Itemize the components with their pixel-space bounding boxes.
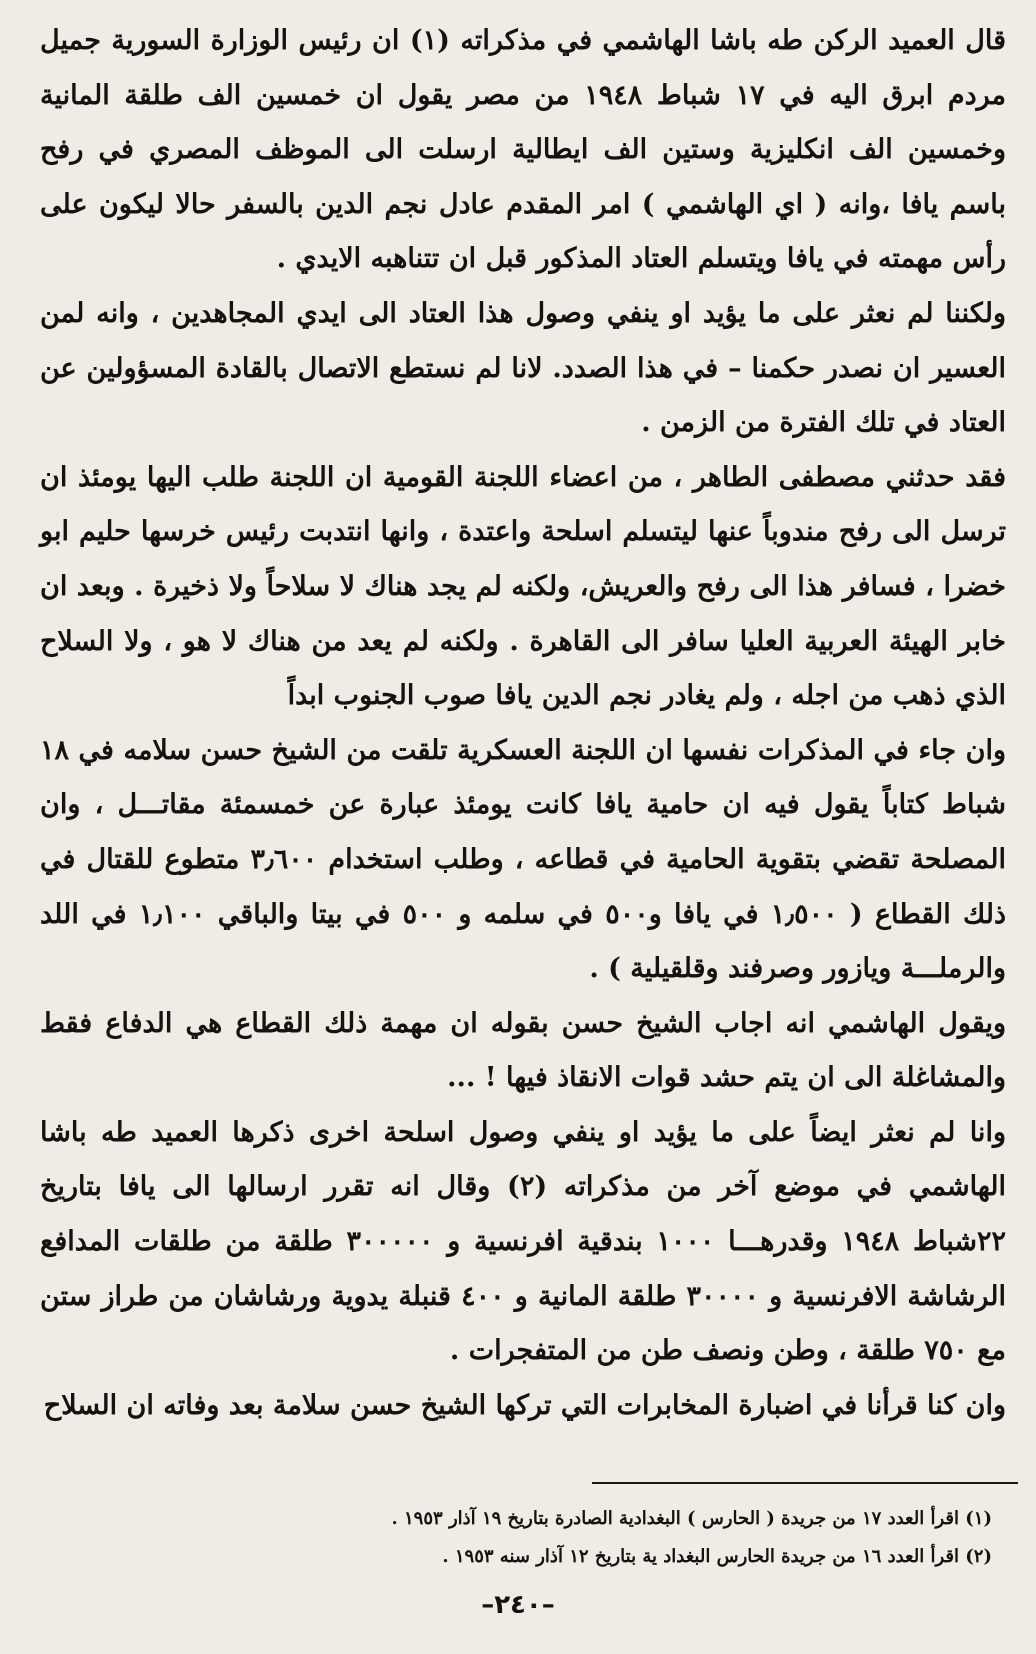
paragraph: فقد حدثني مصطفى الطاهر ، من اعضاء اللجنة القومية ان اللجنة طلب اليها يومئذ ان ترسل الى رفح مندوباً عنها ليتسلم اسلحة واعتدة ، وانها انتدبت رئيس خرسها حليم ابو خضرا ، فسافر هذا الى رفح والعريش، ولكنه لم يجد هناك لا سلاحاً ولا ذخيرة . وبعد ان خابر الهيئة العربية العليا سافر الى القاهرة . ولكنه لم يعد من هناك لا هو ، ولا السلاح الذي ذهب من اجله ، ولم يغادر نجم الدين يافا صوب الجنوب ابداً [40,461,1006,712]
paragraph: ولكننا لم نعثر على ما يؤيد او ينفي وصول هذا العتاد الى ايدي المجاهدين ، وانه لمن العسير ان نصدر حكمنا – في هذا الصدد. لانا لم نستطع الاتصال بالقادة المسؤولين عن العتاد في تلك الفترة من الزمن . [40,297,1006,439]
paragraph: قال العميد الركن طه باشا الهاشمي في مذكراته (١) ان رئيس الوزارة السورية جميل مردم ابرق اليه في ١٧ شباط ١٩٤٨ من مصر يقول ان خمسين الف طلقة المانية وخمسين الف انكليزية وستين الف ايطالية ارسلت الى الموظف المصري في رفح باسم يافا ،وانه ( اي الهاشمي ) امر المقدم عادل نجم الدين بالسفر حالا ليكون على رأس مهمته في يافا ويتسلم العتاد المذكور قبل ان تتناهبه الايدي . [40,25,1006,275]
footnote: (١) اقرأ العدد ١٧ من جريدة ( الحارس ) البغدادية الصادرة بتاريخ ١٩ آذار ١٩٥٣ . [391,1508,992,1529]
footnote: (٢) اقرأ العدد ١٦ من جريدة الحارس البغداد ية بتاريخ ١٢ آذار سنه ١٩٥٣ . [442,1546,992,1567]
paragraph: وانا لم نعثر ايضاً على ما يؤيد او ينفي وصول اسلحة اخرى ذكرها العميد طه باشا الهاشمي في موضع آخر من مذكراته (٢) وقال انه تقرر ارسالها الى يافا بتاريخ ٢٢شباط ١٩٤٨ وقدرهـــا ١٠٠٠ بندقية افرنسية و ٣٠٠٠٠٠ طلقة من طلقات المدافع الرشاشة الافرنسية و ٣٠٠٠٠ طلقة المانية و ٤٠٠ قنبلة يدوية ورشاشان من طراز ستن مع ٧٥٠ طلقة ، وطن ونصف طن من المتفجرات . [40,1116,1006,1367]
footnote-divider [592,1482,1018,1484]
paragraph: ويقول الهاشمي انه اجاب الشيخ حسن بقوله ان مهمة ذلك القطاع هي الدفاع فقط والمشاغلة الى ان يتم حشد قوات الانقاذ فيها ! ... [40,1007,1006,1094]
body-text [40,14,1006,1433]
paragraph: وان كنا قرأنا في اضبارة المخابرات التي تركها الشيخ حسن سلامة بعد وفاته ان السلاح [43,1389,1006,1421]
footnotes [40,1500,992,1576]
paragraph: وان جاء في المذكرات نفسها ان اللجنة العسكرية تلقت من الشيخ حسن سلامه في ١٨ شباط كتاباً يقول فيه ان حامية يافا كانت يومئذ عبارة عن خمسمئة مقاتـــل ، وان المصلحة تقضي بتقوية الحامية في قطاعه ، وطلب استخدام ٣٫٦٠٠ متطوع للقتال في ذلك القطاع ( ١٫٥٠٠ في يافا و٥٠٠ في سلمه و ٥٠٠ في بيتا والباقي ١٫١٠٠ في اللد والرملـــة ويازور وصرفند وقلقيلية ) . [40,734,1006,985]
page-number: –٢٤٠– [481,1590,555,1620]
